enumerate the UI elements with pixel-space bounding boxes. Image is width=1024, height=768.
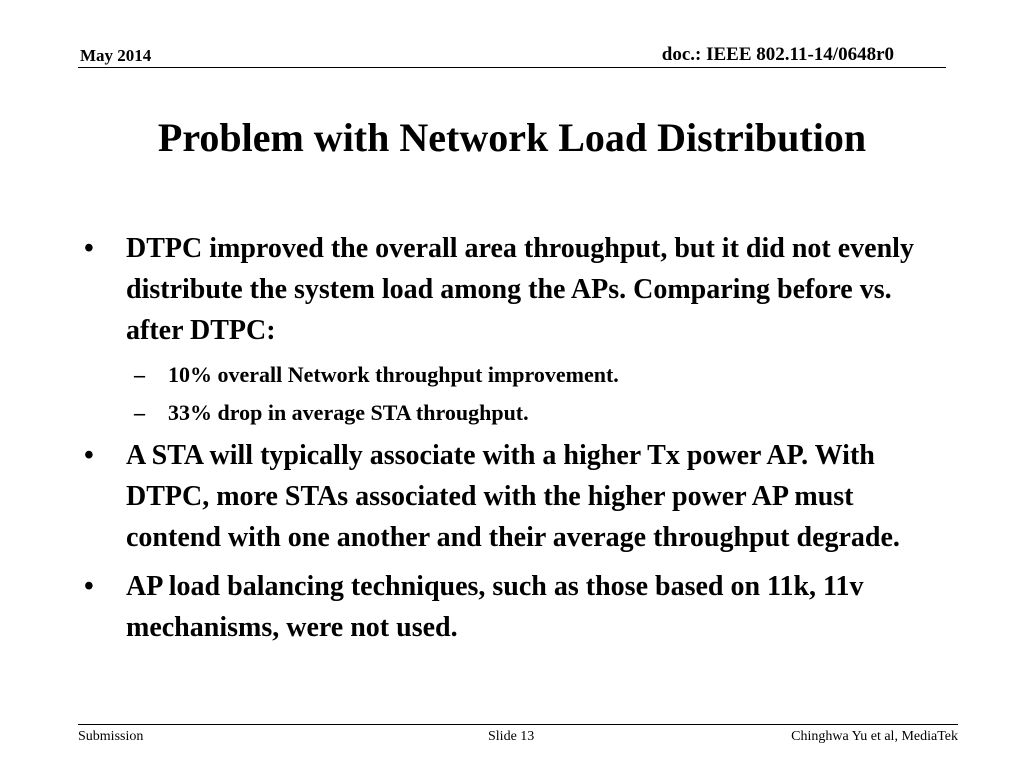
- bullet-marker: •: [84, 440, 94, 471]
- bullet-marker: •: [84, 571, 94, 602]
- header-doc-id: doc.: IEEE 802.11-14/0648r0: [661, 44, 894, 65]
- bullet-text: A STA will typically associate with a higher Tx power AP. With DTPC, more STAs associated with the higher power AP must contend with one another and their average throughput degrade.: [126, 440, 900, 553]
- sub-bullet-marker: –: [134, 400, 145, 425]
- slide-title: Problem with Network Load Distribution: [157, 115, 867, 160]
- slide-body: [84, 228, 954, 656]
- footer-slide-number: Slide 13: [488, 729, 535, 744]
- bullet-text: AP load balancing techniques, such as those based on 11k, 11v mechanisms, were not used.: [126, 571, 864, 643]
- bullet-item: [84, 566, 954, 648]
- footer-authors: Chinghwa Yu et al, MediaTek: [791, 729, 958, 744]
- header-divider: [78, 67, 946, 68]
- footer-divider: [78, 724, 958, 725]
- sub-bullet-item: [84, 359, 954, 391]
- sub-bullet-item: [84, 397, 954, 429]
- bullet-marker: •: [84, 233, 94, 264]
- bullet-text: DTPC improved the overall area throughput, but it did not evenly distribute the system load among the APs. Comparing before vs. after DTPC:: [126, 233, 914, 346]
- bullet-item: [84, 228, 954, 351]
- sub-bullet-text: 10% overall Network throughput improvement.: [168, 362, 619, 387]
- header-date: May 2014: [80, 46, 152, 65]
- sub-bullet-marker: –: [134, 362, 145, 387]
- bullet-item: [84, 435, 954, 558]
- sub-bullet-text: 33% drop in average STA throughput.: [168, 400, 529, 425]
- footer-submission: Submission: [78, 729, 144, 744]
